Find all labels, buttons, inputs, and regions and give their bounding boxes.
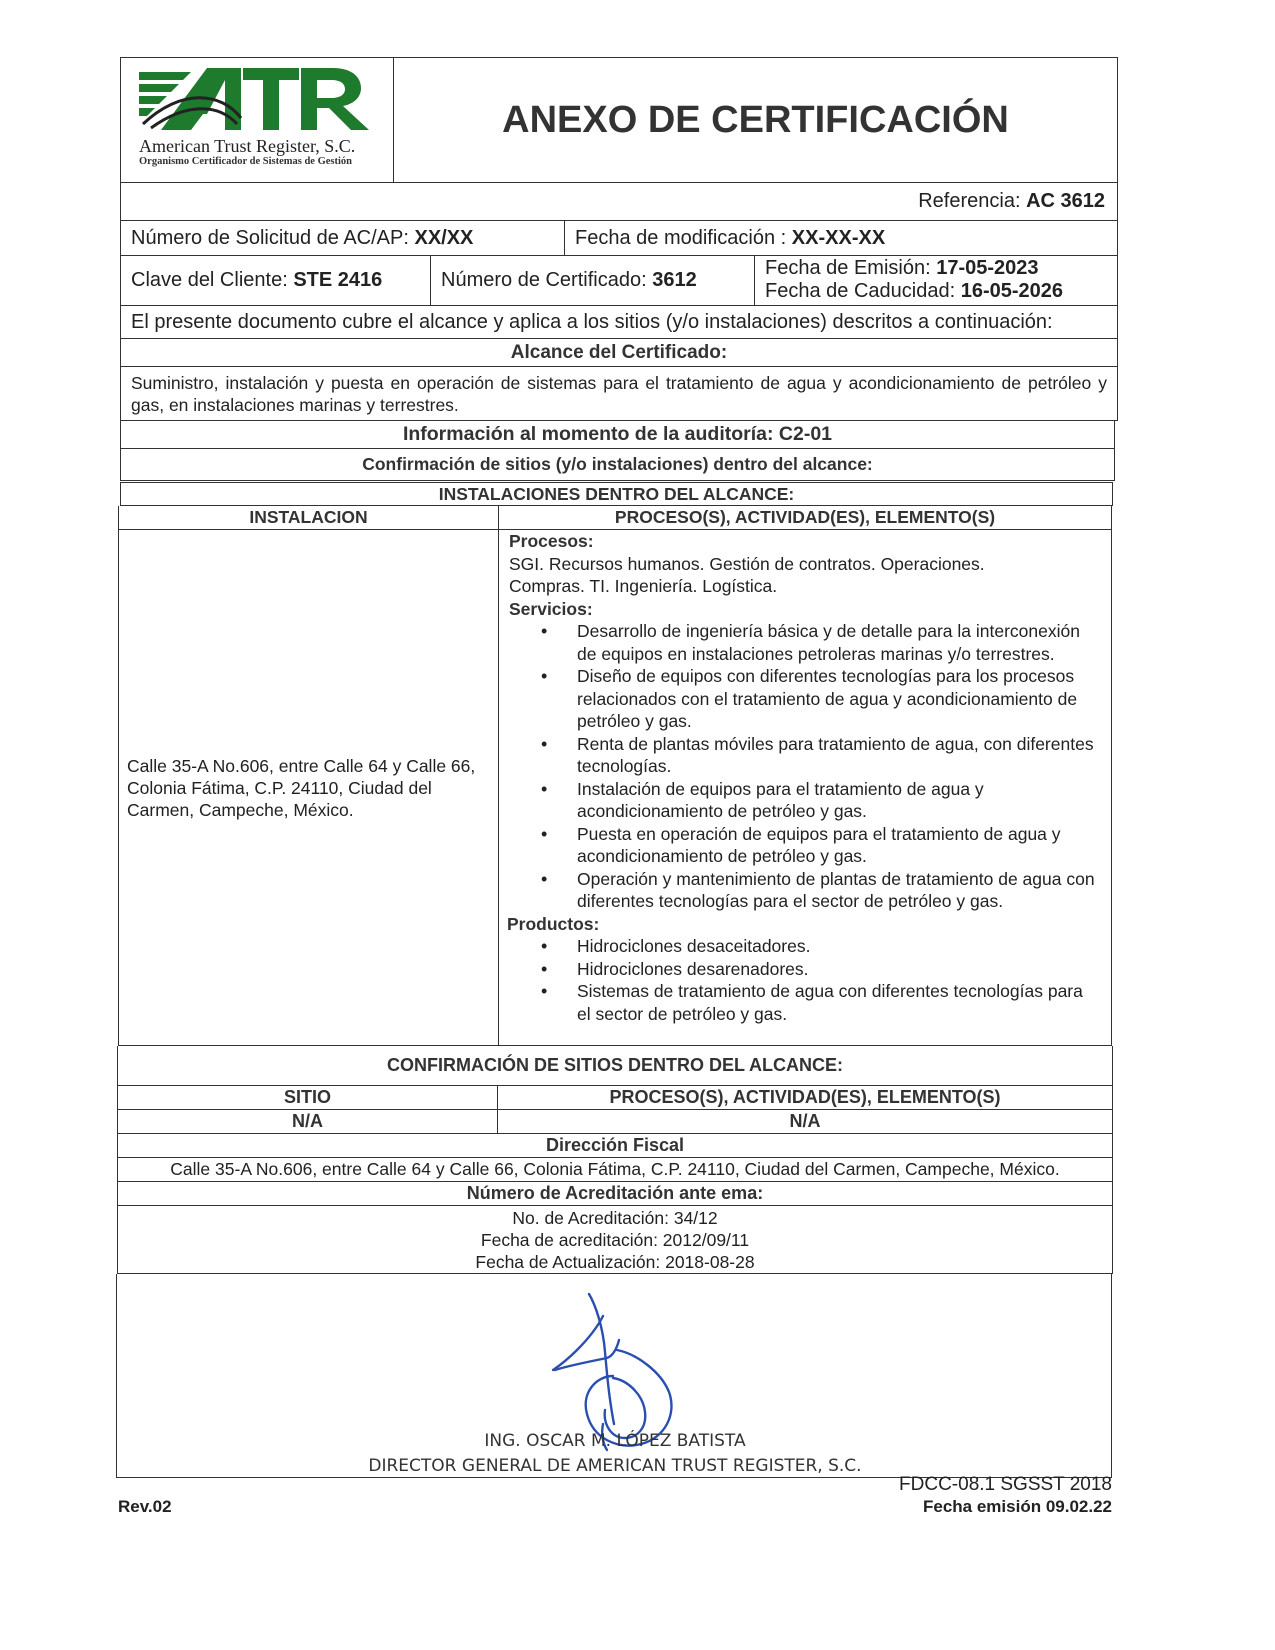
header-row	[120, 57, 1118, 183]
expiry-date	[765, 280, 1107, 303]
fiscal-address-row	[117, 1158, 1113, 1182]
reference	[908, 188, 1117, 215]
productos-list	[509, 935, 1101, 1025]
scope-text-row	[120, 367, 1118, 421]
productos-item: • Hidrociclones desarenadores.	[577, 958, 1101, 981]
client-key	[121, 256, 431, 305]
installations-title: INSTALACIONES DENTRO DEL ALCANCE:	[438, 483, 795, 504]
intro-text: El presente documento cubre el alcance y aplica a los sitios (y/o instalaciones) descritos a continuación:	[131, 310, 1053, 333]
process-col-header: PROCESO(S), ACTIVIDAD(ES), ELEMENTO(S)	[614, 507, 996, 527]
revision: Rev.02	[118, 1497, 172, 1516]
scope-title: Alcance del Certificado:	[510, 341, 728, 363]
sites-title-row	[117, 1046, 1113, 1086]
modification-date	[565, 221, 1117, 255]
servicios-item: • Renta de plantas móviles para tratamiento de agua, con diferentes tecnologías.	[577, 733, 1101, 778]
procesos-label: Procesos:	[509, 531, 594, 551]
accreditation-row	[117, 1206, 1113, 1274]
logo-tagline: Organismo Certificador de Sistemas de Gestión	[139, 156, 352, 167]
expiry-value: 16-05-2026	[960, 280, 1064, 302]
servicios-item: • Puesta en operación de equipos para el tratamiento de agua y acondicionamiento de petróleo y gas.	[577, 823, 1101, 868]
signature-graphic	[117, 1274, 1113, 1478]
certificate-dates	[755, 256, 1117, 305]
issue-value: 17-05-2023	[936, 257, 1039, 279]
atr-logo	[121, 58, 394, 182]
modification-label: Fecha de modificación :	[575, 226, 787, 249]
reference-label: Referencia:	[918, 190, 1021, 212]
request-row	[120, 221, 1118, 256]
certificate-annex	[120, 57, 1118, 1478]
productos-item: • Sistemas de tratamiento de agua con diferentes tecnologías para el sector de petróleo y gas.	[577, 980, 1101, 1025]
installation-address: Calle 35-A No.606, entre Calle 64 y Calle 66, Colonia Fátima, C.P. 24110, Ciudad del Carmen, Campeche, México.	[119, 530, 499, 1045]
accreditation-details	[465, 1205, 764, 1275]
form-code: FDCC-08.1 SGSST 2018	[899, 1474, 1112, 1495]
fiscal-title: Dirección Fiscal	[545, 1135, 685, 1155]
installations-title-row	[120, 482, 1113, 506]
confirm-title: Confirmación de sitios (y/o instalaciones) dentro del alcance:	[362, 454, 873, 474]
servicios-item: • Instalación de equipos para el tratamiento de agua y acondicionamiento de petróleo y gas.	[577, 778, 1101, 823]
sites-values-row	[117, 1110, 1113, 1134]
servicios-item: • Desarrollo de ingeniería básica y de detalle para la interconexión de equipos en instalaciones petroleras marinas y/o terrestres.	[577, 620, 1101, 665]
expiry-label: Fecha de Caducidad:	[765, 280, 956, 302]
fiscal-address: Calle 35-A No.606, entre Calle 64 y Calle 66, Colonia Fátima, C.P. 24110, Ciudad del Carmen, Campeche, México.	[170, 1159, 1060, 1179]
site-process-value: N/A	[789, 1111, 821, 1131]
certificate-number	[431, 256, 755, 305]
signatory-role: DIRECTOR GENERAL DE AMERICAN TRUST REGISTER, S.C.	[368, 1456, 862, 1476]
installation-processes	[499, 530, 1111, 1045]
accreditation-title-row	[117, 1182, 1113, 1206]
accreditation-date: Fecha de acreditación: 2012/09/11	[480, 1229, 750, 1250]
sites-header-row	[117, 1086, 1113, 1110]
accreditation-update: Fecha de Actualización: 2018-08-28	[475, 1251, 755, 1272]
accreditation-title: Número de Acreditación ante ema:	[466, 1183, 764, 1203]
site-process-col-header: PROCESO(S), ACTIVIDAD(ES), ELEMENTO(S)	[609, 1087, 1001, 1107]
site-col-header: SITIO	[118, 1086, 498, 1109]
modification-value: XX-XX-XX	[791, 226, 886, 249]
logo-company: American Trust Register, S.C.	[139, 136, 356, 156]
request-label: Número de Solicitud de AC/AP:	[131, 226, 409, 249]
certificate-value: 3612	[652, 269, 697, 291]
request-number	[121, 221, 565, 255]
sites-title: CONFIRMACIÓN DE SITIOS DENTRO DEL ALCANCE:	[386, 1055, 843, 1075]
form-issue-date: Fecha emisión 09.02.22	[923, 1497, 1112, 1516]
procesos-text: SGI. Recursos humanos. Gestión de contratos. Operaciones. Compras. TI. Ingeniería. Logística.	[509, 553, 985, 596]
client-label: Clave del Cliente:	[131, 269, 288, 291]
confirm-row	[120, 449, 1115, 481]
client-value: STE 2416	[293, 269, 383, 291]
audit-row	[120, 421, 1115, 449]
servicios-label: Servicios:	[509, 598, 593, 619]
servicios-item: • Operación y mantenimiento de plantas de tratamiento de agua con diferentes tecnologías para el sector de petróleo y gas.	[577, 868, 1101, 913]
productos-item: • Hidrociclones desaceitadores.	[577, 935, 1101, 958]
installations-body-row	[118, 530, 1112, 1046]
fiscal-title-row	[117, 1134, 1113, 1158]
scope-title-row	[120, 339, 1118, 367]
installations-header-row	[118, 506, 1112, 530]
certificate-label: Número de Certificado:	[441, 269, 647, 291]
audit-info: Información al momento de la auditoría: C2-01	[402, 423, 833, 445]
productos-label: Productos:	[507, 913, 600, 934]
scope-text: Suministro, instalación y puesta en operación de sistemas para el tratamiento de agua y acondicionamiento de petróleo y gas, en instalaciones marinas y terrestres.	[131, 372, 1107, 415]
client-row	[120, 256, 1118, 306]
request-value: XX/XX	[414, 226, 474, 249]
installation-col-header: INSTALACION	[119, 506, 499, 529]
site-value: N/A	[118, 1110, 498, 1133]
page-title: ANEXO DE CERTIFICACIÓN	[502, 98, 1009, 141]
signature-block	[116, 1274, 1112, 1478]
signatory-name: ING. OSCAR M. LÓPEZ BATISTA	[484, 1431, 746, 1451]
issue-date	[765, 257, 1107, 280]
issue-label: Fecha de Emisión:	[765, 257, 931, 279]
accreditation-number: No. de Acreditación: 34/12	[512, 1207, 718, 1228]
intro-row	[120, 306, 1118, 339]
servicios-list	[509, 620, 1101, 913]
servicios-item: • Diseño de equipos con diferentes tecnologías para los procesos relacionados con el tratamiento de agua y acondicionamiento de petróleo y gas.	[577, 665, 1101, 733]
reference-row	[120, 183, 1118, 221]
reference-value: AC 3612	[1026, 190, 1105, 212]
